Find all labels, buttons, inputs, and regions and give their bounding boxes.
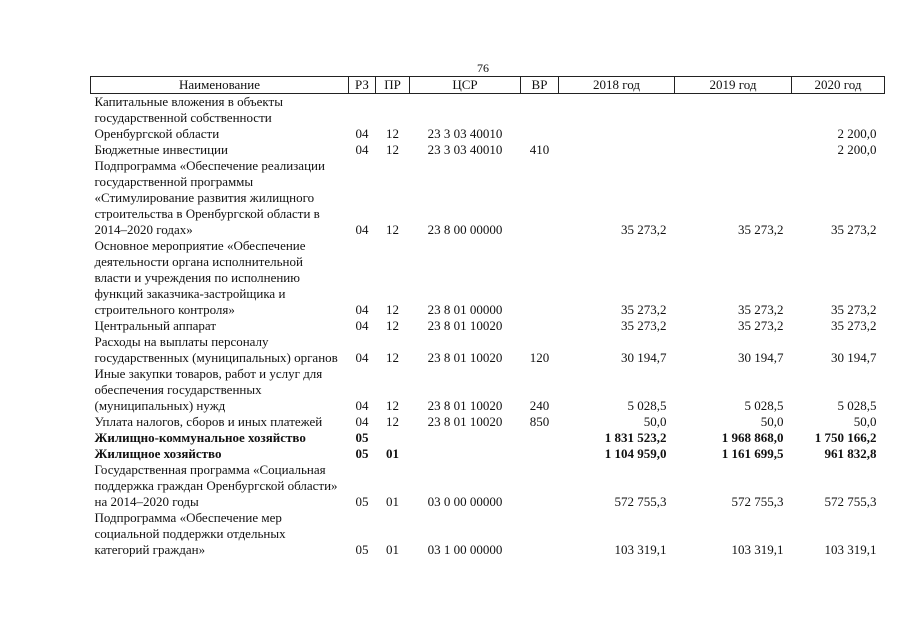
cell-csr xyxy=(410,446,521,462)
cell-rz: 05 xyxy=(355,430,369,445)
cell-pr: 12 xyxy=(386,126,399,141)
cell-csr: 23 8 01 10020 xyxy=(427,318,503,333)
table-row xyxy=(91,414,885,430)
cell-2020: 2 200,0 xyxy=(837,142,877,157)
cell-pr: 01 xyxy=(386,494,399,509)
cell-pr: 12 xyxy=(386,142,399,157)
cell-rz: 04 xyxy=(355,222,369,237)
header-2020: 2020 год xyxy=(792,77,885,94)
cell-vr xyxy=(521,318,559,334)
cell-2019: 572 755,3 xyxy=(731,494,784,509)
cell-pr: 12 xyxy=(386,318,399,333)
cell-rz: 05 xyxy=(355,446,369,461)
cell-pr: 12 xyxy=(386,222,399,237)
cell-2019: 1 161 699,5 xyxy=(721,446,784,461)
cell-csr: 23 8 01 00000 xyxy=(427,302,503,317)
cell-vr: 410 xyxy=(529,142,550,157)
cell-rz: 05 xyxy=(355,542,369,557)
header-pr: ПР xyxy=(376,77,410,94)
cell-pr: 12 xyxy=(386,350,399,365)
header-rz: РЗ xyxy=(349,77,376,94)
cell-pr xyxy=(376,430,410,446)
cell-2020: 30 194,7 xyxy=(831,350,877,365)
cell-csr: 23 8 01 10020 xyxy=(427,398,503,413)
cell-2018: 5 028,5 xyxy=(627,398,667,413)
cell-2019 xyxy=(675,94,792,143)
table-row xyxy=(91,334,885,366)
cell-name: Расходы на выплаты персоналу государственных (муниципальных) органов xyxy=(94,334,338,365)
table-row xyxy=(91,462,885,510)
header-name: Наименование xyxy=(91,77,349,94)
cell-rz: 04 xyxy=(355,398,369,413)
table-row xyxy=(91,158,885,238)
table-header xyxy=(91,77,885,94)
cell-2020: 35 273,2 xyxy=(831,222,877,237)
cell-2018: 103 319,1 xyxy=(614,542,667,557)
header-2018: 2018 год xyxy=(559,77,675,94)
cell-name: Жилищное хозяйство xyxy=(94,446,222,461)
cell-2018 xyxy=(559,142,675,158)
cell-csr: 23 8 01 10020 xyxy=(427,350,503,365)
header-vr: ВР xyxy=(521,77,559,94)
cell-vr: 850 xyxy=(529,414,550,429)
cell-2019 xyxy=(675,142,792,158)
cell-2020: 35 273,2 xyxy=(831,318,877,333)
cell-name: Капитальные вложения в объекты государственной собственности Оренбургской области xyxy=(94,94,283,141)
cell-2019: 1 968 868,0 xyxy=(721,430,784,445)
cell-vr: 120 xyxy=(529,350,550,365)
cell-name: Уплата налогов, сборов и иных платежей xyxy=(94,414,323,429)
cell-vr xyxy=(521,158,559,238)
cell-2020: 1 750 166,2 xyxy=(814,430,877,445)
cell-csr: 23 8 00 00000 xyxy=(427,222,503,237)
cell-pr: 12 xyxy=(386,302,399,317)
cell-pr: 12 xyxy=(386,414,399,429)
table-row xyxy=(91,94,885,143)
cell-vr xyxy=(521,94,559,143)
cell-2019: 103 319,1 xyxy=(731,542,784,557)
cell-rz: 04 xyxy=(355,318,369,333)
cell-rz: 04 xyxy=(355,302,369,317)
cell-2020: 5 028,5 xyxy=(837,398,877,413)
cell-2018: 35 273,2 xyxy=(621,318,667,333)
page-number: 76 xyxy=(477,61,489,75)
cell-name: Подпрограмма «Обеспечение реализации государственной программы «Стимулирование развития жилищного строительства в Оренбургской области в 2014–2020 годах» xyxy=(94,158,325,237)
budget-table-container xyxy=(90,76,884,558)
cell-2020: 35 273,2 xyxy=(831,302,877,317)
cell-2019: 5 028,5 xyxy=(744,398,784,413)
cell-rz: 04 xyxy=(355,350,369,365)
header-2019: 2019 год xyxy=(675,77,792,94)
cell-2020: 2 200,0 xyxy=(837,126,877,141)
cell-name: Подпрограмма «Обеспечение мер социальной поддержки отдельных категорий граждан» xyxy=(94,510,286,557)
cell-2019: 35 273,2 xyxy=(738,222,784,237)
cell-name: Жилищно-коммунальное хозяйство xyxy=(94,430,306,445)
cell-2018: 35 273,2 xyxy=(621,302,667,317)
cell-csr: 23 3 03 40010 xyxy=(427,142,503,157)
cell-2019: 30 194,7 xyxy=(738,350,784,365)
cell-2019: 35 273,2 xyxy=(738,318,784,333)
cell-2020: 50,0 xyxy=(853,414,877,429)
cell-2018 xyxy=(559,94,675,143)
cell-vr xyxy=(521,510,559,558)
cell-2018: 35 273,2 xyxy=(621,222,667,237)
table-row xyxy=(91,510,885,558)
cell-csr: 23 8 01 10020 xyxy=(427,414,503,429)
table-row xyxy=(91,366,885,414)
cell-pr: 01 xyxy=(386,446,399,461)
cell-name: Бюджетные инвестиции xyxy=(94,142,228,157)
cell-csr: 23 3 03 40010 xyxy=(427,126,503,141)
cell-vr xyxy=(521,238,559,318)
cell-2020: 961 832,8 xyxy=(824,446,877,461)
budget-table xyxy=(90,76,885,558)
cell-2018: 30 194,7 xyxy=(621,350,667,365)
cell-2018: 50,0 xyxy=(643,414,667,429)
cell-rz: 04 xyxy=(355,126,369,141)
cell-rz: 04 xyxy=(355,142,369,157)
cell-2018: 1 104 959,0 xyxy=(604,446,667,461)
table-row xyxy=(91,318,885,334)
cell-csr: 03 1 00 00000 xyxy=(427,542,503,557)
cell-2018: 1 831 523,2 xyxy=(604,430,667,445)
cell-2020: 572 755,3 xyxy=(824,494,877,509)
header-row xyxy=(91,77,885,94)
cell-2019: 50,0 xyxy=(760,414,784,429)
header-csr: ЦСР xyxy=(410,77,521,94)
cell-vr xyxy=(521,462,559,510)
table-row xyxy=(91,446,885,462)
cell-2020: 103 319,1 xyxy=(824,542,877,557)
table-body xyxy=(91,94,885,559)
cell-vr xyxy=(521,446,559,462)
cell-rz: 05 xyxy=(355,494,369,509)
cell-pr: 12 xyxy=(386,398,399,413)
cell-rz: 04 xyxy=(355,414,369,429)
cell-csr xyxy=(410,430,521,446)
cell-csr: 03 0 00 00000 xyxy=(427,494,503,509)
cell-name: Центральный аппарат xyxy=(94,318,217,333)
cell-name: Иные закупки товаров, работ и услуг для обеспечения государственных (муниципальных) нужд xyxy=(94,366,323,413)
table-row xyxy=(91,142,885,158)
cell-name: Основное мероприятие «Обеспечение деятельности органа исполнительной власти и учреждения по исполнению функций заказчика-застройщика и строительного контроля» xyxy=(94,238,306,317)
table-row xyxy=(91,238,885,318)
cell-vr xyxy=(521,430,559,446)
cell-2019: 35 273,2 xyxy=(738,302,784,317)
cell-pr: 01 xyxy=(386,542,399,557)
cell-vr: 240 xyxy=(529,398,550,413)
cell-2018: 572 755,3 xyxy=(614,494,667,509)
cell-name: Государственная программа «Социальная поддержка граждан Оренбургской области» на 2014–2020 годы xyxy=(94,462,338,509)
table-row xyxy=(91,430,885,446)
